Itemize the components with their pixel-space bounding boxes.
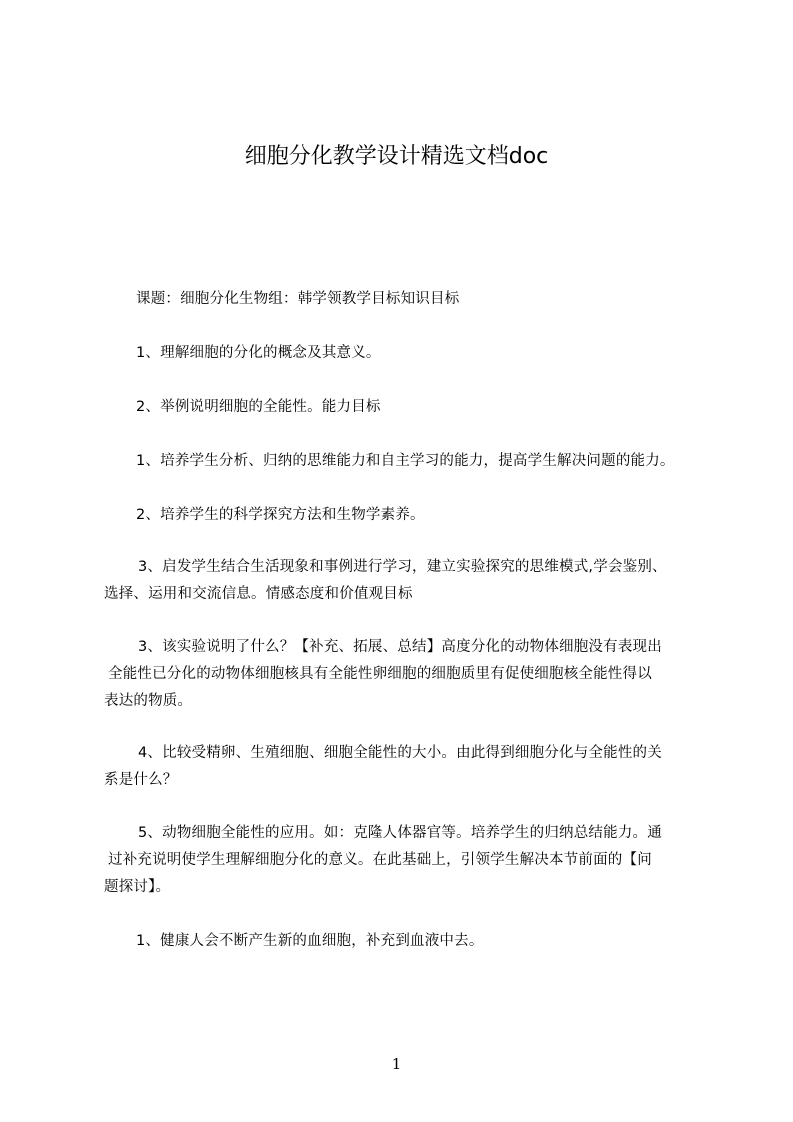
paragraph-topic <box>136 286 459 313</box>
paragraph-line: 选择、运用和交流信息。情感态度和价值观目标 <box>104 586 413 602</box>
paragraph-line: 3、启发学生结合生活现象和事例进行学习，建立实验探究的思维模式,学会鉴别、 <box>138 559 667 575</box>
paragraph-line: 3、该实验说明了什么？【补充、拓展、总结】高度分化的动物体细胞没有表现出 <box>138 639 662 655</box>
paragraph-application <box>104 820 662 901</box>
paragraph-ability-goal-1 <box>136 448 675 475</box>
paragraph-line: 2、举例说明细胞的全能性。能力目标 <box>136 399 381 415</box>
paragraph-line: 过补充说明使学生理解细胞分化的意义。在此基础上，引领学生解决本节前面的【问 <box>108 852 652 868</box>
paragraph-comparison-question <box>104 740 662 794</box>
paragraph-knowledge-goal-1 <box>136 340 381 367</box>
paragraph-line: 1、培养学生分析、归纳的思维能力和自主学习的能力，提高学生解决问题的能力。 <box>136 453 675 469</box>
document-title: 细胞分化教学设计精选文档doc <box>244 144 549 169</box>
paragraph-ability-goal-3 <box>104 554 667 608</box>
paragraph-knowledge-goal-2 <box>136 394 381 421</box>
paragraph-line: 全能性已分化的动物体细胞核具有全能性卵细胞的细胞质里有促使细胞核全能性得以 <box>108 666 652 682</box>
page-number: 1 <box>391 1055 402 1073</box>
paragraph-line: 系是什么？ <box>104 772 178 788</box>
paragraph-line: 5、动物细胞全能性的应用。如：克隆人体器官等。培养学生的归纳总结能力。通 <box>138 825 662 841</box>
paragraph-line: 4、比较受精卵、生殖细胞、细胞全能性的大小。由此得到细胞分化与全能性的关 <box>138 745 662 761</box>
paragraph-line: 课题：细胞分化生物组：韩学领教学目标知识目标 <box>136 291 460 307</box>
paragraph-line: 题探讨】。 <box>104 879 171 895</box>
paragraph-line: 1、理解细胞的分化的概念及其意义。 <box>136 345 381 361</box>
paragraph-line: 1、健康人会不断产生新的血细胞，补充到血液中去。 <box>136 933 484 949</box>
paragraph-blood-cells <box>136 928 484 955</box>
paragraph-line: 2、培养学生的科学探究方法和生物学素养。 <box>136 507 425 523</box>
paragraph-experiment-question <box>104 634 662 715</box>
paragraph-line: 表达的物质。 <box>104 693 193 709</box>
paragraph-ability-goal-2 <box>136 502 425 529</box>
